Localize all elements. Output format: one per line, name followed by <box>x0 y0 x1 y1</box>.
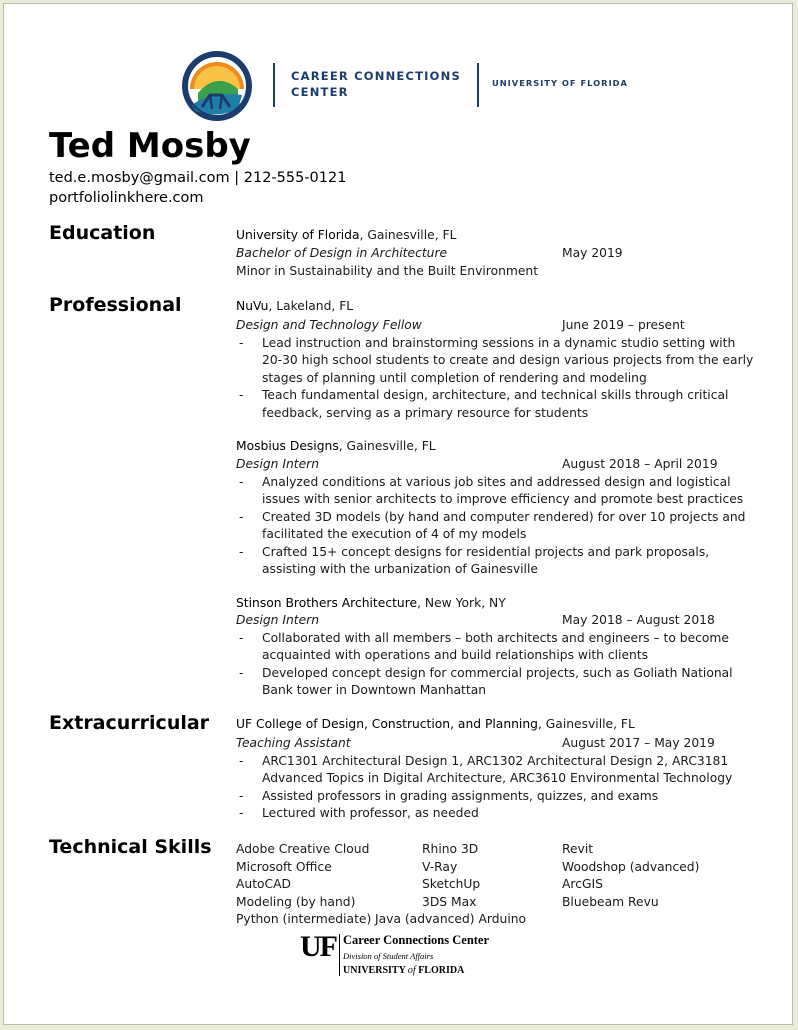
section-heading-technical-skills: Technical Skills <box>49 836 212 858</box>
footer-line-3a: UNIVERSITY <box>343 965 408 976</box>
job-bullet: - Created 3D models (by hand and computer rendered) for over 10 projects and facilitated the execution of 4 of my models <box>237 509 757 544</box>
skill-item: Python (intermediate) <box>236 912 372 926</box>
job-org: NuVu <box>236 299 269 313</box>
skill-item: Adobe Creative Cloud <box>236 842 370 856</box>
skill-item: Woodshop (advanced) <box>562 860 700 874</box>
education-school: University of Florida <box>236 228 360 242</box>
extracurricular-bullets <box>237 753 757 823</box>
header-title-line2: CENTER <box>291 85 349 99</box>
job-org-line <box>236 299 353 313</box>
footer-line-2: Division of Student Affairs <box>343 951 434 961</box>
resume-page <box>3 3 793 1025</box>
education-date: May 2019 <box>562 246 623 260</box>
skill-item: Rhino 3D <box>422 842 479 856</box>
footer-line-3b: of <box>407 965 416 976</box>
extracurricular-org: UF College of Design, Construction, and Planning <box>236 717 538 731</box>
footer-uf-mark: UF <box>300 930 336 963</box>
footer-line-1: Career Connections Center <box>343 933 490 947</box>
skill-item: ArcGIS <box>562 877 603 891</box>
job-bullets <box>237 474 757 578</box>
job-org-line <box>236 596 506 610</box>
education-school-line <box>236 228 456 242</box>
job-title: Design Intern <box>236 457 320 471</box>
header-divider-2 <box>477 63 479 107</box>
section-heading-professional: Professional <box>49 294 182 316</box>
section-heading-extracurricular: Extracurricular <box>49 712 210 734</box>
job-bullet: - Developed concept design for commercial projects, such as Goliath National Bank tower in Downtown Manhattan <box>237 665 757 700</box>
job-org: Stinson Brothers Architecture <box>236 596 418 610</box>
contact-line-2: portfoliolinkhere.com <box>49 190 204 206</box>
job-org: Mosbius Designs <box>236 439 339 453</box>
education-minor: Minor in Sustainability and the Built Environment <box>236 264 539 278</box>
header-divider-1 <box>273 63 275 107</box>
job-title: Design Intern <box>236 613 320 627</box>
extracurricular-location: , Gainesville, FL <box>537 717 635 731</box>
skill-item: SketchUp <box>422 877 481 891</box>
skill-item: 3DS Max <box>422 895 477 909</box>
job-date: June 2019 – present <box>562 318 685 332</box>
skill-item: V-Ray <box>422 860 458 874</box>
extracurricular-bullet: - Lectured with professor, as needed <box>237 805 757 822</box>
job-location: , Lakeland, FL <box>268 299 354 313</box>
job-date: August 2018 – April 2019 <box>562 457 718 471</box>
skill-item: Microsoft Office <box>236 860 332 874</box>
contact-line-1: ted.e.mosby@gmail.com | 212-555-0121 <box>49 170 347 186</box>
skill-item: Modeling (by hand) <box>236 895 356 909</box>
job-bullet: - Crafted 15+ concept designs for residential projects and park proposals, assisting with the urbanization of Gainesville <box>237 544 757 579</box>
job-location: , New York, NY <box>417 596 506 610</box>
job-bullets <box>237 630 757 700</box>
ufccc-logo-icon <box>180 49 254 123</box>
extracurricular-title: Teaching Assistant <box>236 736 351 750</box>
extracurricular-bullet: - Assisted professors in grading assignments, quizzes, and exams <box>237 788 757 805</box>
education-degree: Bachelor of Design in Architecture <box>236 246 448 260</box>
candidate-name: Ted Mosby <box>49 126 251 166</box>
footer-line-3 <box>343 965 464 976</box>
job-bullet: - Collaborated with all members – both architects and engineers – to become acquainted with operations and build relationships with clients <box>237 630 757 665</box>
job-org-line <box>236 439 436 453</box>
header-title-line1: CAREER CONNECTIONS <box>291 69 461 83</box>
header-university: UNIVERSITY OF FLORIDA <box>492 78 628 88</box>
education-location: , Gainesville, FL <box>359 228 457 242</box>
footer-line-3c: FLORIDA <box>415 965 465 976</box>
extracurricular-org-line <box>236 717 635 731</box>
skill-item: Revit <box>562 842 594 856</box>
job-date: May 2018 – August 2018 <box>562 613 715 627</box>
skill-item: Bluebeam Revu <box>562 895 659 909</box>
skill-item: AutoCAD <box>236 877 292 891</box>
job-title: Design and Technology Fellow <box>236 318 422 332</box>
section-heading-education: Education <box>49 222 156 244</box>
job-bullet: - Analyzed conditions at various job sites and addressed design and logistical issues with senior architects to improve efficiency and promote best practices <box>237 474 757 509</box>
skill-item: Java (advanced) Arduino <box>375 912 527 926</box>
extracurricular-bullet: - ARC1301 Architectural Design 1, ARC1302 Architectural Design 2, ARC3181 Advanced Topics in Digital Architecture, ARC3610 Environmental Technology <box>237 753 757 788</box>
job-bullet: - Lead instruction and brainstorming sessions in a dynamic studio setting with 20-30 high school students to create and design various projects from the early stages of planning until completion of rendering and modeling <box>237 335 757 387</box>
job-bullets <box>237 335 757 422</box>
job-bullet: - Teach fundamental design, architecture, and technical skills through critical feedback, serving as a primary resource for students <box>237 387 757 422</box>
extracurricular-date: August 2017 – May 2019 <box>562 736 715 750</box>
job-location: , Gainesville, FL <box>338 439 436 453</box>
footer-divider <box>339 934 340 976</box>
